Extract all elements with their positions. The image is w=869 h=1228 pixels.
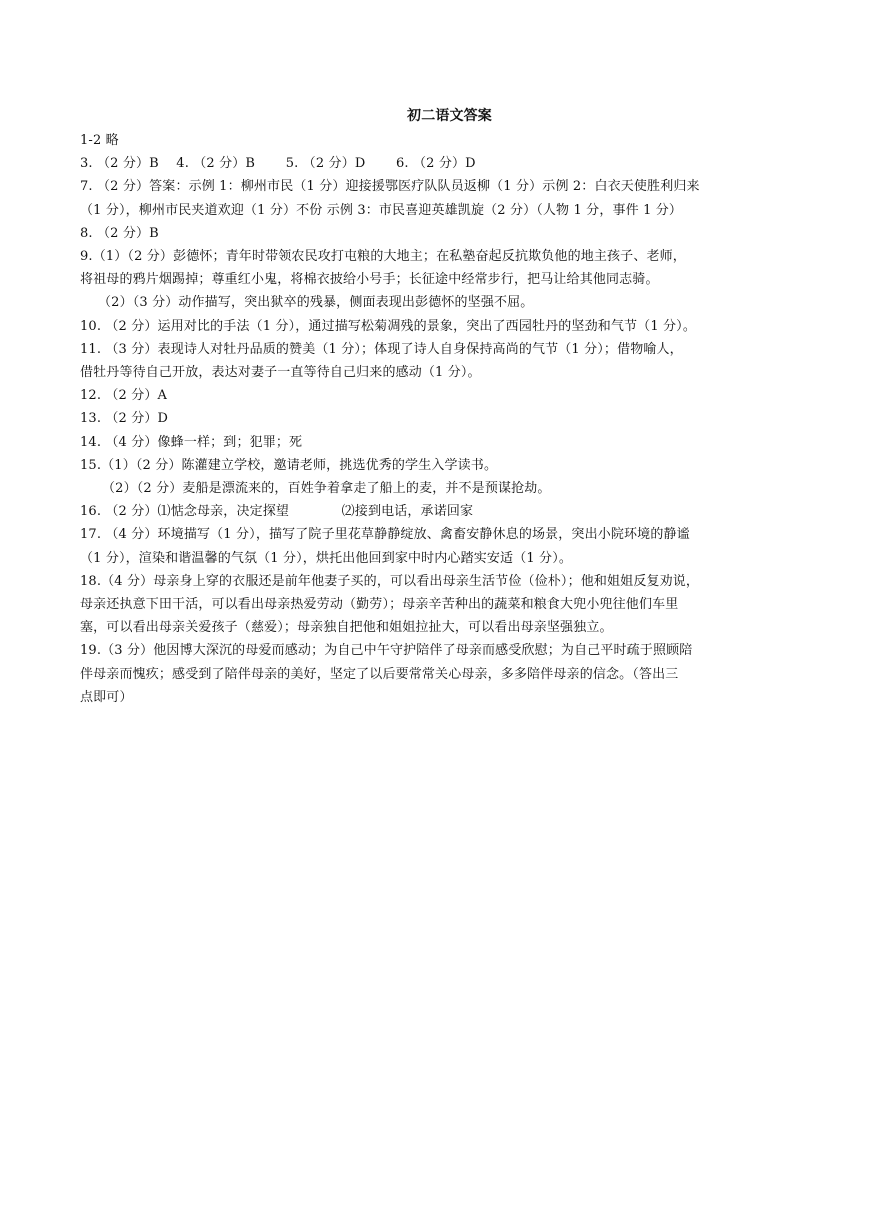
answer-line-17b: （1 分），渲染和谐温馨的气氛（1 分），烘托出他回到家中时内心踏实安适（1 分）。 [80, 550, 573, 566]
answer-line-8: 8. （2 分）B [80, 225, 159, 241]
answer-line-19a: 19.（3 分）他因博大深沉的母爱而感动；为自己中午守护陪伴了母亲而感受欣慰；为自己平时疏于照顾陪 [80, 643, 693, 659]
answer-line-10: 10. （2 分）运用对比的手法（1 分），通过描写松菊凋残的景象，突出了西园牡丹的坚劲和气节（1 分）。 [80, 318, 696, 334]
answer-line-7a: 7. （2 分）答案：示例 1：柳州市民（1 分）迎接援鄂医疗队队员返柳（1 分）示例 2：白衣天使胜利归来 [80, 179, 700, 195]
answer-line-12: 12. （2 分）A [80, 388, 168, 404]
answer-line-18c: 塞，可以看出母亲关爱孩子（慈爱）；母亲独自把他和姐姐拉扯大，可以看出母亲坚强独立。 [80, 620, 613, 636]
answer-line-13: 13. （2 分）D [80, 411, 169, 427]
answer-line-9a: 9.（1）（2 分）彭德怀；青年时带领农民攻打屯粮的大地主；在私塾奋起反抗欺负他的地主孩子、老师， [80, 249, 686, 265]
answer-line-17a: 17. （4 分）环境描写（1 分），描写了院子里花草静静绽放、禽畜安静休息的场景，突出小院环境的静谧 [80, 527, 690, 543]
answer-line-16: 16. （2 分）⑴惦念母亲，决定探望 ⑵接到电话，承诺回家 [80, 504, 474, 520]
answer-line-15b: （2）（2 分）麦船是漂流来的，百姓争着拿走了船上的麦，并不是预谋抢劫。 [102, 481, 551, 497]
answer-line-15a: 15.（1）（2 分）陈灌建立学校，邀请老师，挑选优秀的学生入学读书。 [80, 457, 498, 473]
answer-line-19b: 伴母亲而愧疚；感受到了陪伴母亲的美好，坚定了以后要常常关心母亲，多多陪伴母亲的信念。（答出三 [80, 666, 679, 682]
answer-line-7b: （1 分），柳州市民夹道欢迎（1 分）不份 示例 3：市民喜迎英雄凯旋（2 分）（人物 1 分，事件 1 分） [80, 202, 683, 218]
answer-line-3-6: 3. （2 分）B 4. （2 分）B 5. （2 分）D 6. （2 分）D [80, 156, 476, 172]
page-title: 初二语文答案 [407, 108, 492, 124]
answer-line-9c: （2）（3 分）动作描写，突出狱卒的残暴，侧面表现出彭德怀的坚强不屈。 [98, 295, 534, 311]
answer-content [80, 104, 795, 709]
answer-line-1-2: 1-2 略 [80, 133, 119, 148]
answer-line-19c: 点即可） [80, 689, 133, 705]
answer-line-11b: 借牡丹等待自己开放，表达对妻子一直等待自己归来的感动（1 分）。 [80, 365, 481, 381]
answer-line-11a: 11. （3 分）表现诗人对牡丹品质的赞美（1 分）；体现了诗人自身保持高尚的气节（1 分）；借物喻人， [80, 341, 683, 357]
answer-line-9b: 将祖母的鸦片烟踢掉；尊重红小鬼，将棉衣披给小号手；长征途中经常步行，把马让给其他同志骑。 [80, 272, 659, 288]
answer-line-18a: 18.（4 分）母亲身上穿的衣服还是前年他妻子买的，可以看出母亲生活节俭（俭朴）；他和姐姐反复劝说， [80, 573, 700, 589]
answer-line-14: 14. （4 分）像蜂一样；到；犯罪；死 [80, 434, 303, 450]
answer-line-18b: 母亲还执意下田干活，可以看出母亲热爱劳动（勤劳）；母亲辛苦种出的蔬菜和粮食大兜小兜往他们车里 [80, 597, 679, 613]
